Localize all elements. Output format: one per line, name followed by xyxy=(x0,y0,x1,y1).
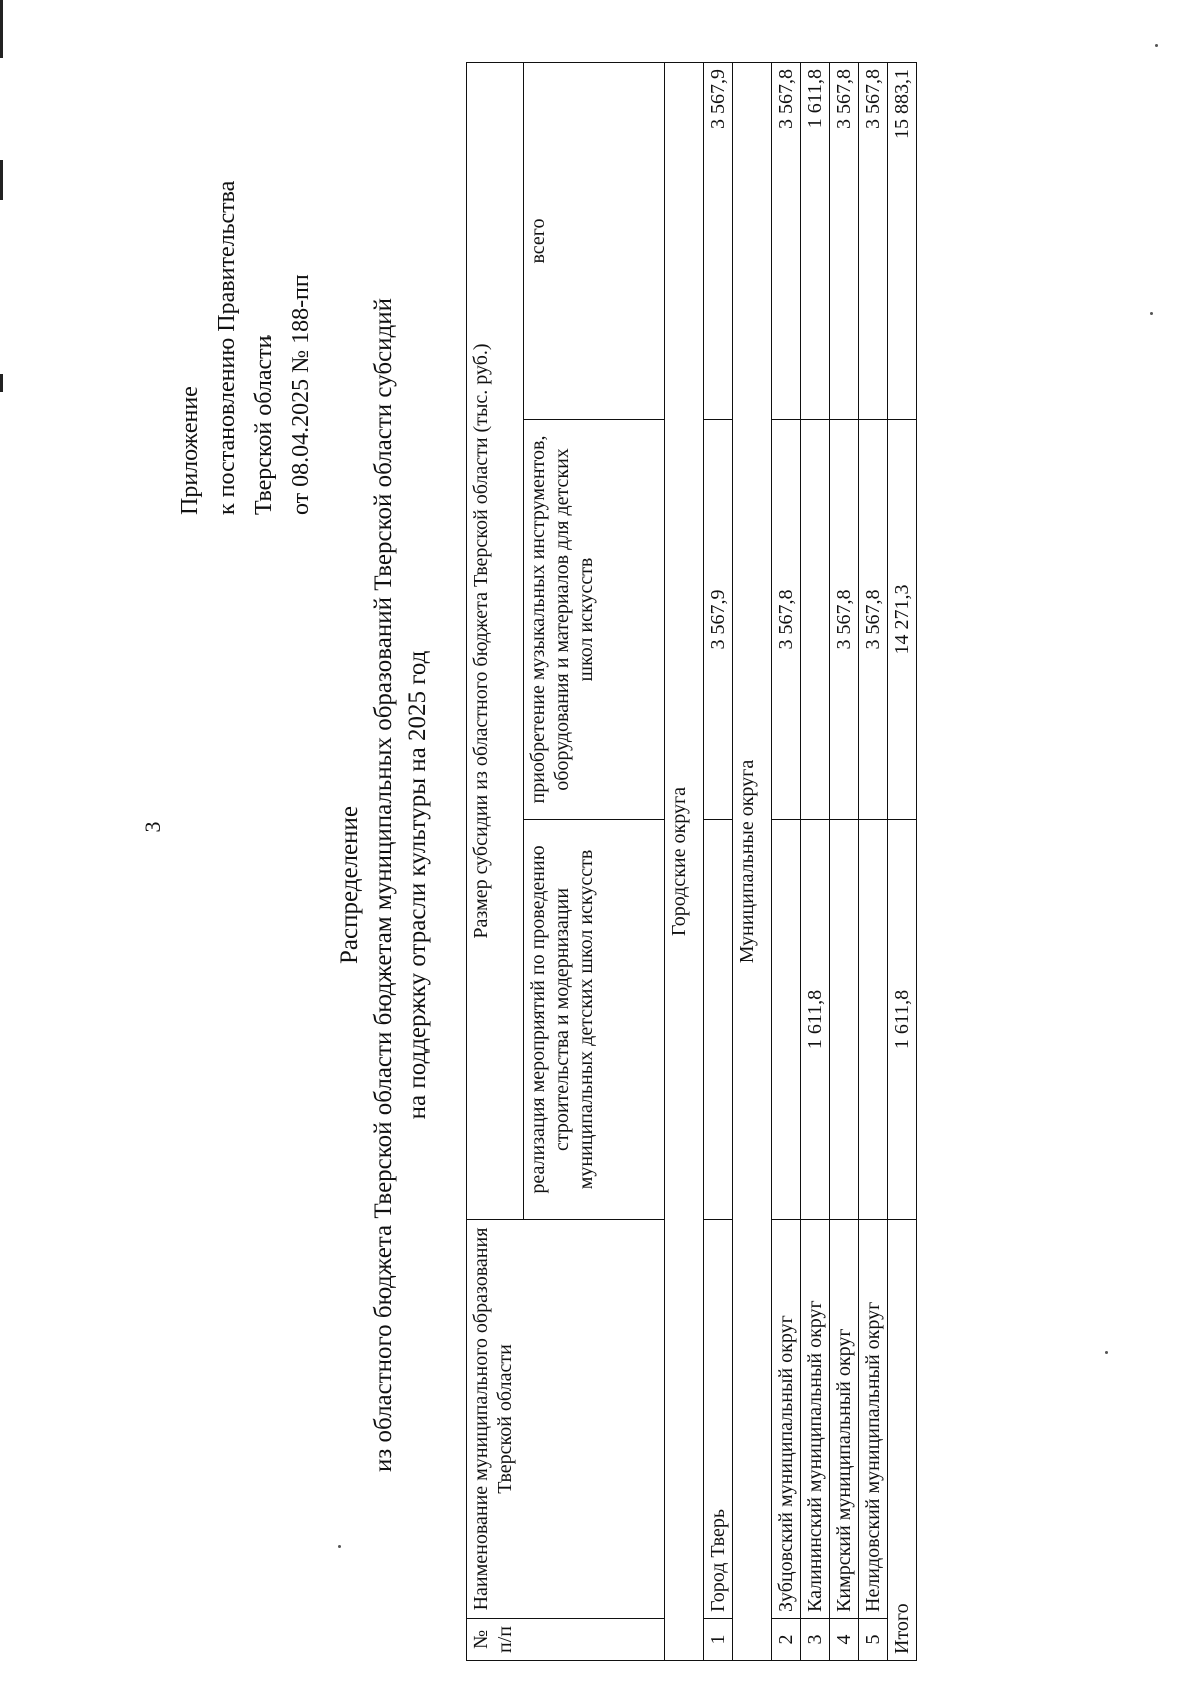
row-value-construction xyxy=(704,820,733,1220)
total-label: Итого xyxy=(888,1220,917,1661)
title-line: на поддержку отрасли культуры на 2025 год xyxy=(404,650,431,1120)
row-value-total: 3 567,9 xyxy=(704,63,733,420)
header-num: № п/п xyxy=(467,1619,665,1661)
page-number: 3 xyxy=(140,821,165,833)
title-line: из областного бюджета Тверской области бюджетам муниципальных образований Тверской области субсидий xyxy=(370,297,397,1473)
row-value-instruments: 3 567,8 xyxy=(859,420,888,820)
appendix-block xyxy=(172,181,320,515)
row-value-construction xyxy=(830,820,859,1220)
row-value-instruments: 3 567,9 xyxy=(704,420,733,820)
header-col-total: всего xyxy=(524,63,665,420)
row-value-instruments xyxy=(801,420,830,820)
appendix-line: Приложение xyxy=(177,386,203,515)
row-value-total: 3 567,8 xyxy=(859,63,888,420)
appendix-line: от 08.04.2025 № 188-пп xyxy=(288,274,314,515)
header-col-construction: реализация мероприятий по проведению строительства и модернизации муниципальных детских школ искусств xyxy=(524,820,665,1220)
row-name: Город Тверь xyxy=(704,1220,733,1619)
total-value-construction: 1 611,8 xyxy=(888,820,917,1220)
row-value-construction xyxy=(772,820,801,1220)
row-num: 4 xyxy=(830,1619,859,1661)
document-title xyxy=(333,145,435,1625)
row-name: Зубцовский муниципальный округ xyxy=(772,1220,801,1619)
row-value-instruments: 3 567,8 xyxy=(830,420,859,820)
row-value-construction xyxy=(859,820,888,1220)
table-row xyxy=(830,63,859,1661)
table-row xyxy=(859,63,888,1661)
table-row xyxy=(801,63,830,1661)
header-col-instruments: приобретение музыкальных инструментов, оборудования и материалов для детских школ искусств xyxy=(524,420,665,820)
row-value-total: 3 567,8 xyxy=(830,63,859,420)
row-num: 1 xyxy=(704,1619,733,1661)
subsidy-table xyxy=(466,62,917,1661)
section-municipal-districts: Муниципальные округа xyxy=(733,63,772,1661)
row-name: Кимрский муниципальный округ xyxy=(830,1220,859,1619)
row-num: 5 xyxy=(859,1619,888,1661)
section-city-districts: Городские округа xyxy=(665,63,704,1661)
header-name: Наименование муниципального образования Тверской области xyxy=(467,1220,665,1619)
table-row xyxy=(704,63,733,1661)
row-value-construction: 1 611,8 xyxy=(801,820,830,1220)
title-line: Распределение xyxy=(336,806,363,964)
row-num: 2 xyxy=(772,1619,801,1661)
total-row xyxy=(888,63,917,1661)
row-num: 3 xyxy=(801,1619,830,1661)
appendix-line: Тверской области xyxy=(251,335,277,515)
row-value-total: 3 567,8 xyxy=(772,63,801,420)
total-value-total: 15 883,1 xyxy=(888,63,917,420)
row-name: Нелидовский муниципальный округ xyxy=(859,1220,888,1619)
row-value-instruments: 3 567,8 xyxy=(772,420,801,820)
row-name: Калининский муниципальный округ xyxy=(801,1220,830,1619)
appendix-line: к постановлению Правительства xyxy=(214,180,240,515)
header-subsidy: Размер субсидии из областного бюджета Тверской области (тыс. руб.) xyxy=(467,63,524,1220)
table-row xyxy=(772,63,801,1661)
row-value-total: 1 611,8 xyxy=(801,63,830,420)
total-value-instruments: 14 271,3 xyxy=(888,420,917,820)
